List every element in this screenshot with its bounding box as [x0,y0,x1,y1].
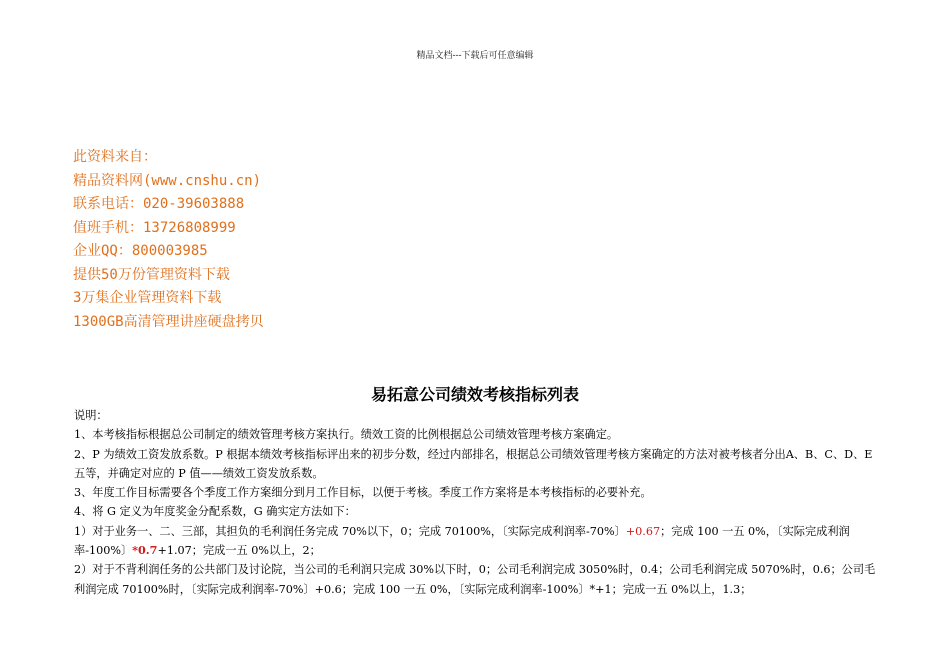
sub1-text-a: 1）对于业务一、二、三部，其担负的毛利润任务完成 70%以下，0；完成 70100%，〔实际完成利润率-70%〕 [74,524,626,538]
note-label: 说明： [74,409,108,422]
promo-line-source: 此资料来自： [73,149,157,165]
document-title: 易拓意公司绩效考核指标列表 [370,385,579,404]
note-item-4: 4、将 G 定义为年度奖金分配系数，G 确实定方法如下： [74,505,356,519]
promo-block [73,146,264,334]
note-sub-item-2: 2）对于不背利润任务的公共部门及讨论院，当公司的毛利润只完成 30%以下时，0；公司毛利润完成 3050%时，0.4；公司毛利润完成 5070%时，0.6；公司毛利润完成 70100%时，〔实际完成利润率-70%〕+0.6；完成 100 一五 0%，〔实际完成利润率-100%〕*+1；完成一五 0%以上，1.3； [74,563,876,596]
promo-line-offer-1: 提供50万份管理资料下载 [73,266,230,283]
promo-line-offer-2: 3万集企业管理资料下载 [73,290,222,306]
note-sub-item-1 [74,522,880,561]
note-item-3: 3、年度工作目标需要各个季度工作方案细分到月工作目标，以便于考核。季度工作方案将是本考核指标的必要补充。 [74,486,652,500]
promo-line-phone: 联系电话：020-39603888 [73,196,245,212]
promo-line-qq: 企业QQ：800003985 [73,243,208,259]
promo-line-mobile: 值班手机：13726808999 [73,219,236,236]
page-header: 精品文档---下载后可任意编辑 [416,51,534,61]
document-body [74,406,880,599]
promo-line-website: 精品资料网(www.cnshu.cn) [73,172,262,189]
sub1-red-value-1: +0.67 [625,524,661,538]
sub1-text-c: +1.07；完成一五 0%以上，2； [157,544,321,558]
sub1-red-value-2: *0.7 [132,543,158,558]
promo-line-offer-3: 1300GB高清管理讲座硬盘拷贝 [73,313,264,330]
note-item-1: 1、本考核指标根据总公司制定的绩效管理考核方案执行。绩效工资的比例根据总公司绩效管理考核方案确定。 [74,428,619,442]
note-item-2: 2、P 为绩效工资发放系数。P 根据本绩效考核指标评出来的初步分数，经过内部排名，根据总公司绩效管理考核方案确定的方法对被考核者分出A、B、C、D、E 五等，并确定对应的 P 值——绩效工资发放系数。 [74,447,873,480]
sub1-text-b: ；完成 100 一五 0%，〔实际完成利润率-100%〕 [74,524,850,558]
